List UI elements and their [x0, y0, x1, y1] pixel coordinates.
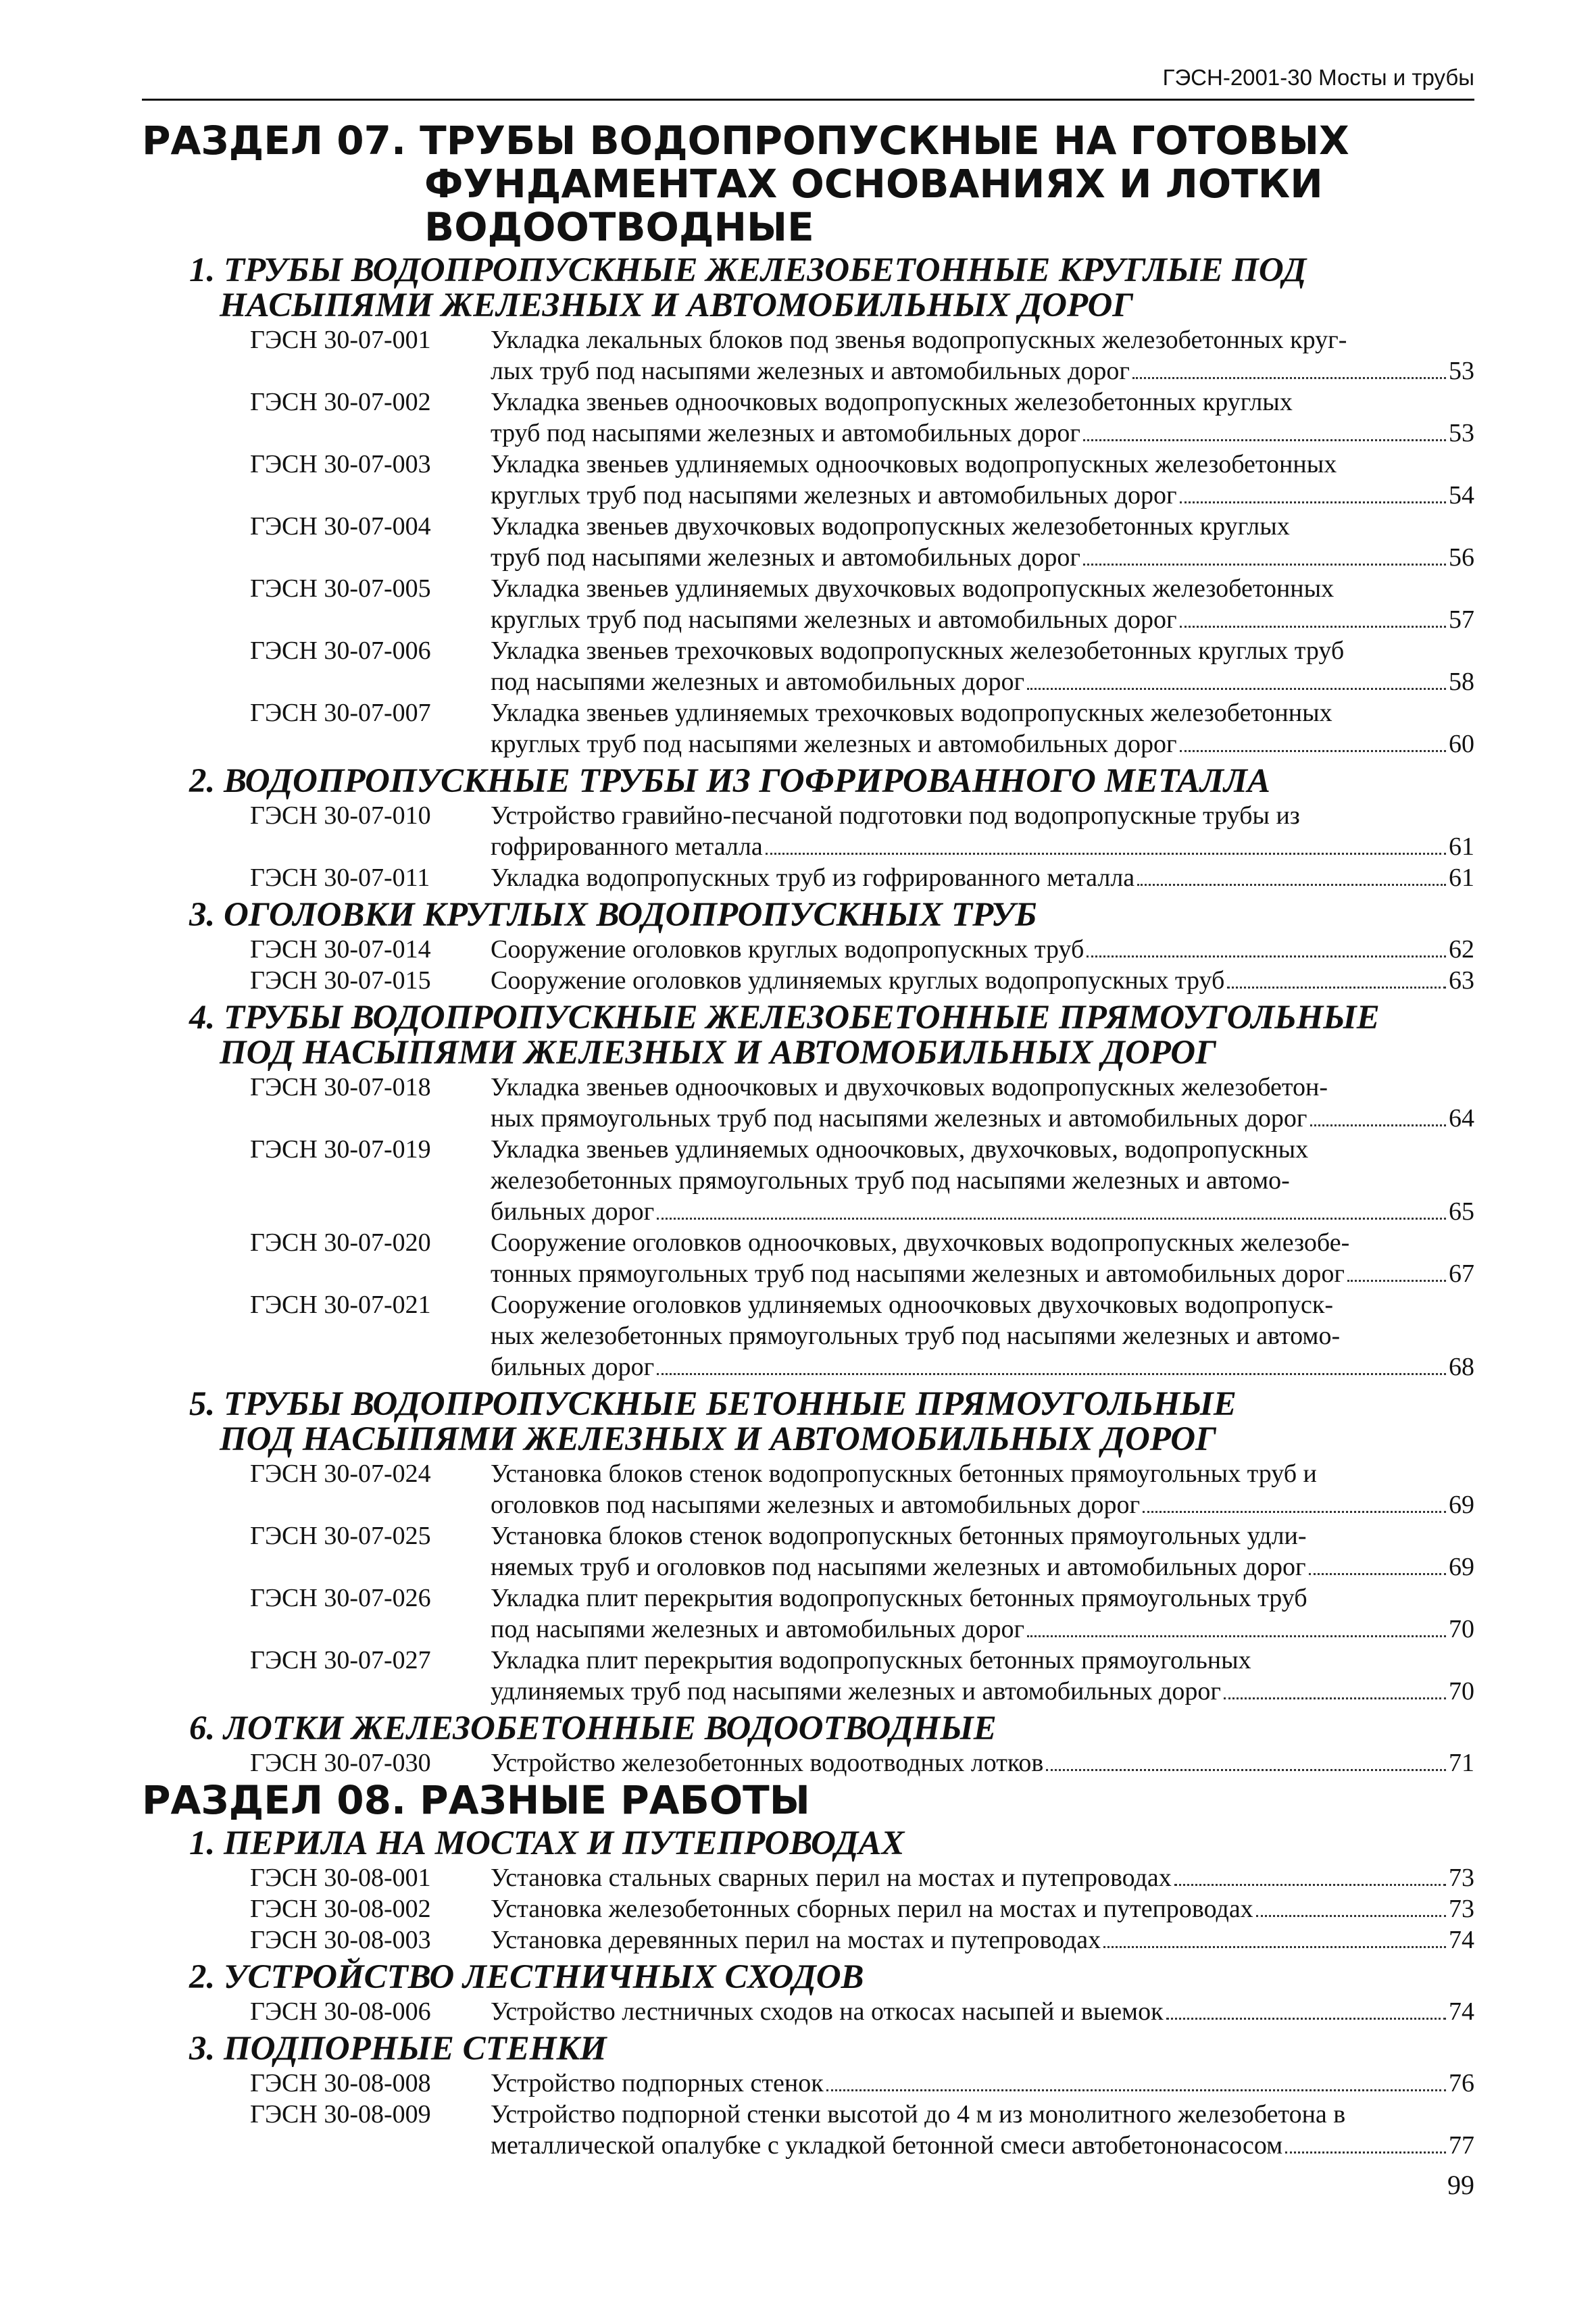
- entry-page-number: 73: [1449, 1895, 1474, 1923]
- entry-page-number: 69: [1449, 1491, 1474, 1519]
- entry-description-line: Устройство подпорных стенок: [491, 2069, 824, 2097]
- entry-description-last-line: [491, 2130, 1474, 2161]
- entry-description-line: Установка железобетонных сборных перил на мостах и путепроводах: [491, 1895, 1253, 1923]
- toc-entry: [142, 1072, 1474, 1134]
- toc-entry: [142, 573, 1474, 635]
- entry-description: [491, 1289, 1474, 1383]
- entry-description-line: тонных прямоугольных труб под насыпями железных и автомобильных дорог: [491, 1260, 1345, 1288]
- entry-description: [491, 324, 1474, 387]
- dot-leader: [1132, 377, 1446, 379]
- toc-entry: [142, 1458, 1474, 1520]
- page-number: 99: [1447, 2170, 1474, 2200]
- entry-description-line: Укладка звеньев одноочковых водопропускных железобетонных круглых: [491, 388, 1293, 416]
- toc-entry: [142, 1862, 1474, 1893]
- running-header: ГЭСН-2001-30 Мосты и трубы: [1162, 65, 1474, 90]
- entry-page-number: 70: [1449, 1677, 1474, 1706]
- entry-page-number: 61: [1449, 832, 1474, 861]
- section-heading-line: 3. ОГОЛОВКИ КРУГЛЫХ ВОДОПРОПУСКНЫХ ТРУБ: [189, 896, 1037, 934]
- entry-page-number: 73: [1449, 1864, 1474, 1892]
- entry-description: [491, 635, 1474, 697]
- entry-code: ГЭСН 30-07-001: [250, 326, 431, 354]
- entry-description-line: Сооружение оголовков одноочковых, двухочковых водопропускных железобе-: [491, 1228, 1350, 1257]
- entry-code: ГЭСН 30-07-025: [250, 1522, 431, 1550]
- entry-page-number: 74: [1449, 1926, 1474, 1954]
- entry-description-last-line: [491, 831, 1474, 862]
- entry-description-line: Укладка звеньев удлиняемых одноочковых, двухочковых, водопропускных: [491, 1135, 1309, 1164]
- entry-description: [491, 800, 1474, 862]
- entry-description-last-line: [491, 604, 1474, 635]
- entry-description: [491, 1747, 1474, 1778]
- dot-leader: [1227, 987, 1446, 989]
- entry-page-number: 57: [1449, 605, 1474, 634]
- entry-description-last-line: [491, 1258, 1474, 1289]
- entry-description-last-line: [491, 728, 1474, 760]
- entry-code: ГЭСН 30-07-007: [250, 699, 431, 727]
- dot-leader: [766, 853, 1446, 855]
- section-heading-line: ПОД НАСЫПЯМИ ЖЕЛЕЗНЫХ И АВТОМОБИЛЬНЫХ ДОРОГ: [220, 1420, 1216, 1458]
- toc-entry: [142, 449, 1474, 511]
- entry-description-line: труб под насыпями железных и автомобильных дорог: [491, 419, 1080, 447]
- entry-description-last-line: [491, 1924, 1474, 1956]
- entry-description-line: Установка деревянных перил на мостах и путепроводах: [491, 1926, 1101, 1954]
- entry-description: [491, 1893, 1474, 1924]
- entry-description-line: Устройство подпорной стенки высотой до 4 м из монолитного железобетона в: [491, 2100, 1346, 2129]
- entry-description: [491, 1645, 1474, 1707]
- entry-page-number: 60: [1449, 730, 1474, 758]
- entry-description-last-line: [491, 542, 1474, 573]
- toc-entry: [142, 1645, 1474, 1707]
- entry-description-last-line: [491, 1747, 1474, 1778]
- entry-description-line: Укладка звеньев удлиняемых двухочковых водопропускных железобетонных: [491, 574, 1335, 603]
- entry-description-line: труб под насыпями железных и автомобильных дорог: [491, 543, 1080, 572]
- dot-leader: [1087, 955, 1446, 957]
- dot-leader: [826, 2089, 1446, 2091]
- entry-description-line: Сооружение оголовков удлиняемых одноочковых двухочковых водопропуск-: [491, 1291, 1333, 1319]
- entry-description-line: круглых труб под насыпями железных и автомобильных дорог: [491, 605, 1177, 634]
- entry-code: ГЭСН 30-07-019: [250, 1135, 431, 1164]
- entry-code: ГЭСН 30-07-003: [250, 450, 431, 478]
- entry-description-line: Укладка лекальных блоков под звенья водопропускных железобетонных круг-: [491, 326, 1347, 354]
- section-heading-line: 2. УСТРОЙСТВО ЛЕСТНИЧНЫХ СХОДОВ: [189, 1958, 864, 1996]
- section-heading: [142, 1826, 1474, 1861]
- entry-description-last-line: [491, 1676, 1474, 1707]
- section-heading: [142, 2031, 1474, 2066]
- entry-description-last-line: [491, 1551, 1474, 1583]
- entry-code: ГЭСН 30-07-014: [250, 935, 431, 964]
- dot-leader: [1137, 884, 1446, 886]
- section-heading: [142, 1711, 1474, 1746]
- entry-description-last-line: [491, 1196, 1474, 1227]
- section-heading-line: ПОД НАСЫПЯМИ ЖЕЛЕЗНЫХ И АВТОМОБИЛЬНЫХ ДОРОГ: [220, 1034, 1216, 1072]
- section-heading: [142, 1000, 1474, 1070]
- toc-entry: [142, 1924, 1474, 1956]
- section-heading-line: 3. ПОДПОРНЫЕ СТЕНКИ: [189, 2030, 607, 2068]
- entry-page-number: 62: [1449, 935, 1474, 964]
- dot-leader: [1143, 1511, 1446, 1513]
- entry-description: [491, 2068, 1474, 2099]
- entry-description-line: няемых труб и оголовков под насыпями железных и автомобильных дорог: [491, 1553, 1306, 1581]
- entry-code: ГЭСН 30-07-006: [250, 637, 431, 665]
- entry-description-last-line: [491, 480, 1474, 511]
- entry-description: [491, 2099, 1474, 2161]
- dot-leader: [657, 1373, 1446, 1375]
- dot-leader: [1027, 688, 1446, 690]
- entry-description-line: Сооружение оголовков круглых водопропускных труб: [491, 935, 1084, 964]
- toc-entry: [142, 635, 1474, 697]
- entry-description-last-line: [491, 355, 1474, 387]
- section-heading-line: 2. ВОДОПРОПУСКНЫЕ ТРУБЫ ИЗ ГОФРИРОВАННОГО МЕТАЛЛА: [189, 762, 1270, 800]
- dot-leader: [1046, 1769, 1446, 1771]
- dot-leader: [1285, 2151, 1446, 2154]
- table-of-contents: [142, 119, 1474, 2161]
- toc-entry: [142, 387, 1474, 449]
- entry-description-line: железобетонных прямоугольных труб под насыпями железных и автомо-: [491, 1166, 1290, 1195]
- entry-description-line: бильных дорог: [491, 1353, 655, 1381]
- entry-description-line: Устройство лестничных сходов на откосах насыпей и выемок: [491, 1997, 1164, 2026]
- dot-leader: [657, 1218, 1446, 1220]
- entry-description-last-line: [491, 1862, 1474, 1893]
- toc-entry: [142, 697, 1474, 760]
- dot-leader: [1174, 1884, 1446, 1886]
- entry-description: [491, 697, 1474, 760]
- header-rule: [142, 99, 1474, 101]
- entry-code: ГЭСН 30-07-004: [250, 512, 431, 541]
- entry-description-line: Устройство железобетонных водоотводных лотков: [491, 1749, 1044, 1777]
- entry-code: ГЭСН 30-07-002: [250, 388, 431, 416]
- entry-description: [491, 965, 1474, 996]
- section-heading: [142, 764, 1474, 799]
- entry-description-last-line: [491, 862, 1474, 893]
- entry-code: ГЭСН 30-08-009: [250, 2100, 431, 2129]
- toc-entry: [142, 965, 1474, 996]
- entry-page-number: 67: [1449, 1260, 1474, 1288]
- part-heading-line: РАЗДЕЛ 08. РАЗНЫЕ РАБОТЫ: [142, 1777, 810, 1823]
- entry-description-line: круглых труб под насыпями железных и автомобильных дорог: [491, 730, 1177, 758]
- entry-description-line: Укладка звеньев двухочковых водопропускных железобетонных круглых: [491, 512, 1290, 541]
- entry-code: ГЭСН 30-07-005: [250, 574, 431, 603]
- entry-description-line: Укладка водопропускных труб из гофрированного металла: [491, 864, 1135, 892]
- entry-page-number: 56: [1449, 543, 1474, 572]
- entry-description: [491, 511, 1474, 573]
- entry-description-last-line: [491, 1996, 1474, 2027]
- entry-description-last-line: [491, 1489, 1474, 1520]
- toc-entry: [142, 2099, 1474, 2161]
- dot-leader: [1309, 1573, 1446, 1575]
- entry-description-line: Установка блоков стенок водопропускных бетонных прямоугольных удли-: [491, 1522, 1307, 1550]
- section-heading-line: 1. ТРУБЫ ВОДОПРОПУСКНЫЕ ЖЕЛЕЗОБЕТОННЫЕ КРУГЛЫЕ ПОД: [189, 251, 1307, 289]
- entry-description-line: металлической опалубке с укладкой бетонной смеси автобетононасосом: [491, 2131, 1283, 2160]
- entry-page-number: 54: [1449, 481, 1474, 509]
- entry-page-number: 53: [1449, 357, 1474, 385]
- entry-description: [491, 573, 1474, 635]
- section-heading: [142, 1387, 1474, 1457]
- section-heading: [142, 897, 1474, 932]
- entry-page-number: 65: [1449, 1197, 1474, 1226]
- toc-entry: [142, 862, 1474, 893]
- entry-code: ГЭСН 30-08-002: [250, 1895, 431, 1923]
- dot-leader: [1347, 1280, 1446, 1282]
- entry-description-line: оголовков под насыпями железных и автомобильных дорог: [491, 1491, 1141, 1519]
- entry-description-line: Укладка плит перекрытия водопропускных бетонных прямоугольных труб: [491, 1584, 1307, 1612]
- entry-description: [491, 1458, 1474, 1520]
- entry-description-line: бильных дорог: [491, 1197, 655, 1226]
- toc-entry: [142, 2068, 1474, 2099]
- section-heading-line: 1. ПЕРИЛА НА МОСТАХ И ПУТЕПРОВОДАХ: [189, 1824, 905, 1862]
- entry-description-line: Установка стальных сварных перил на мостах и путепроводах: [491, 1864, 1172, 1892]
- entry-description-line: лых труб под насыпями железных и автомобильных дорог: [491, 357, 1130, 385]
- dot-leader: [1083, 564, 1446, 566]
- entry-code: ГЭСН 30-07-024: [250, 1460, 431, 1488]
- dot-leader: [1103, 1946, 1446, 1948]
- entry-description-line: удлиняемых труб под насыпями железных и автомобильных дорог: [491, 1677, 1221, 1706]
- entry-description-line: Устройство гравийно-песчаной подготовки под водопропускные трубы из: [491, 801, 1300, 830]
- section-heading-line: 5. ТРУБЫ ВОДОПРОПУСКНЫЕ БЕТОННЫЕ ПРЯМОУГОЛЬНЫЕ: [189, 1385, 1237, 1423]
- dot-leader: [1180, 501, 1446, 503]
- dot-leader: [1180, 750, 1446, 752]
- entry-description-line: Укладка звеньев удлиняемых одноочковых водопропускных железобетонных: [491, 450, 1337, 478]
- entry-description: [491, 1134, 1474, 1227]
- entry-code: ГЭСН 30-08-003: [250, 1926, 431, 1954]
- dot-leader: [1256, 1915, 1446, 1917]
- entry-page-number: 70: [1449, 1615, 1474, 1643]
- entry-description-line: круглых труб под насыпями железных и автомобильных дорог: [491, 481, 1177, 509]
- entry-code: ГЭСН 30-07-018: [250, 1073, 431, 1101]
- entry-code: ГЭСН 30-07-027: [250, 1646, 431, 1674]
- toc-entry: [142, 1583, 1474, 1645]
- dot-leader: [1310, 1124, 1446, 1126]
- part-heading-line: ФУНДАМЕНТАХ ОСНОВАНИЯХ И ЛОТКИ: [424, 161, 1323, 207]
- dot-leader: [1083, 439, 1446, 441]
- entry-description-line: Укладка звеньев удлиняемых трехочковых водопропускных железобетонных: [491, 699, 1332, 727]
- toc-entry: [142, 934, 1474, 965]
- entry-description-line: Укладка плит перекрытия водопропускных бетонных прямоугольных: [491, 1646, 1251, 1674]
- entry-description-line: гофрированного металла: [491, 832, 763, 861]
- entry-code: ГЭСН 30-07-010: [250, 801, 431, 830]
- entry-description: [491, 449, 1474, 511]
- entry-code: ГЭСН 30-08-001: [250, 1864, 431, 1892]
- entry-description: [491, 1996, 1474, 2027]
- entry-description: [491, 934, 1474, 965]
- toc-entry: [142, 1747, 1474, 1778]
- toc-entry: [142, 1289, 1474, 1383]
- entry-description-line: ных прямоугольных труб под насыпями железных и автомобильных дорог: [491, 1104, 1307, 1132]
- toc-entry: [142, 1520, 1474, 1583]
- entry-description-last-line: [491, 666, 1474, 697]
- entry-page-number: 68: [1449, 1353, 1474, 1381]
- entry-description-line: Сооружение оголовков удлиняемых круглых водопропускных труб: [491, 966, 1225, 995]
- entry-description: [491, 862, 1474, 893]
- entry-code: ГЭСН 30-07-026: [250, 1584, 431, 1612]
- entry-page-number: 71: [1449, 1749, 1474, 1777]
- entry-description: [491, 1862, 1474, 1893]
- entry-description-last-line: [491, 934, 1474, 965]
- entry-description-last-line: [491, 418, 1474, 449]
- dot-leader: [1166, 2018, 1446, 2020]
- dot-leader: [1027, 1635, 1446, 1637]
- entry-description: [491, 1520, 1474, 1583]
- entry-page-number: 64: [1449, 1104, 1474, 1132]
- entry-page-number: 63: [1449, 966, 1474, 995]
- entry-code: ГЭСН 30-07-020: [250, 1228, 431, 1257]
- entry-page-number: 69: [1449, 1553, 1474, 1581]
- entry-description-line: ных железобетонных прямоугольных труб под насыпями железных и автомо-: [491, 1322, 1341, 1350]
- dot-leader: [1224, 1697, 1446, 1699]
- entry-description-line: Укладка звеньев одноочковых и двухочковых водопропускных железобетон-: [491, 1073, 1328, 1101]
- entry-description-last-line: [491, 2068, 1474, 2099]
- entry-description: [491, 387, 1474, 449]
- toc-entry: [142, 511, 1474, 573]
- entry-description-last-line: [491, 1893, 1474, 1924]
- entry-page-number: 74: [1449, 1997, 1474, 2026]
- entry-description-line: Установка блоков стенок водопропускных бетонных прямоугольных труб и: [491, 1460, 1317, 1488]
- entry-description-line: Укладка звеньев трехочковых водопропускных железобетонных круглых труб: [491, 637, 1345, 665]
- entry-code: ГЭСН 30-08-006: [250, 1997, 431, 2026]
- dot-leader: [1180, 626, 1446, 628]
- entry-code: ГЭСН 30-07-030: [250, 1749, 431, 1777]
- entry-code: ГЭСН 30-07-011: [250, 864, 430, 892]
- toc-entry: [142, 1996, 1474, 2027]
- entry-description-last-line: [491, 1614, 1474, 1645]
- entry-page-number: 53: [1449, 419, 1474, 447]
- entry-code: ГЭСН 30-08-008: [250, 2069, 431, 2097]
- section-heading-line: 6. ЛОТКИ ЖЕЛЕЗОБЕТОННЫЕ ВОДООТВОДНЫЕ: [189, 1710, 997, 1747]
- toc-entry: [142, 324, 1474, 387]
- entry-description-last-line: [491, 1103, 1474, 1134]
- entry-description: [491, 1072, 1474, 1134]
- toc-entry: [142, 1893, 1474, 1924]
- toc-entry: [142, 1227, 1474, 1289]
- entry-description: [491, 1924, 1474, 1956]
- part-heading-line: ВОДООТВОДНЫЕ: [424, 204, 814, 250]
- entry-code: ГЭСН 30-07-021: [250, 1291, 431, 1319]
- toc-entry: [142, 800, 1474, 862]
- entry-description-line: под насыпями железных и автомобильных дорог: [491, 668, 1025, 696]
- part-heading: [142, 119, 1474, 249]
- section-heading-line: 4. ТРУБЫ ВОДОПРОПУСКНЫЕ ЖЕЛЕЗОБЕТОННЫЕ ПРЯМОУГОЛЬНЫЕ: [189, 999, 1380, 1037]
- entry-code: ГЭСН 30-07-015: [250, 966, 431, 995]
- part-heading: [142, 1778, 1474, 1822]
- part-heading-line: РАЗДЕЛ 07. ТРУБЫ ВОДОПРОПУСКНЫЕ НА ГОТОВЫХ: [142, 118, 1349, 164]
- entry-description-line: под насыпями железных и автомобильных дорог: [491, 1615, 1025, 1643]
- entry-description-last-line: [491, 965, 1474, 996]
- entry-page-number: 77: [1449, 2131, 1474, 2160]
- entry-page-number: 58: [1449, 668, 1474, 696]
- section-heading: [142, 1960, 1474, 1995]
- entry-description-last-line: [491, 1351, 1474, 1383]
- entry-description: [491, 1227, 1474, 1289]
- entry-page-number: 76: [1449, 2069, 1474, 2097]
- entry-description: [491, 1583, 1474, 1645]
- section-heading: [142, 253, 1474, 323]
- section-heading-line: НАСЫПЯМИ ЖЕЛЕЗНЫХ И АВТОМОБИЛЬНЫХ ДОРОГ: [220, 287, 1134, 324]
- toc-entry: [142, 1134, 1474, 1227]
- entry-page-number: 61: [1449, 864, 1474, 892]
